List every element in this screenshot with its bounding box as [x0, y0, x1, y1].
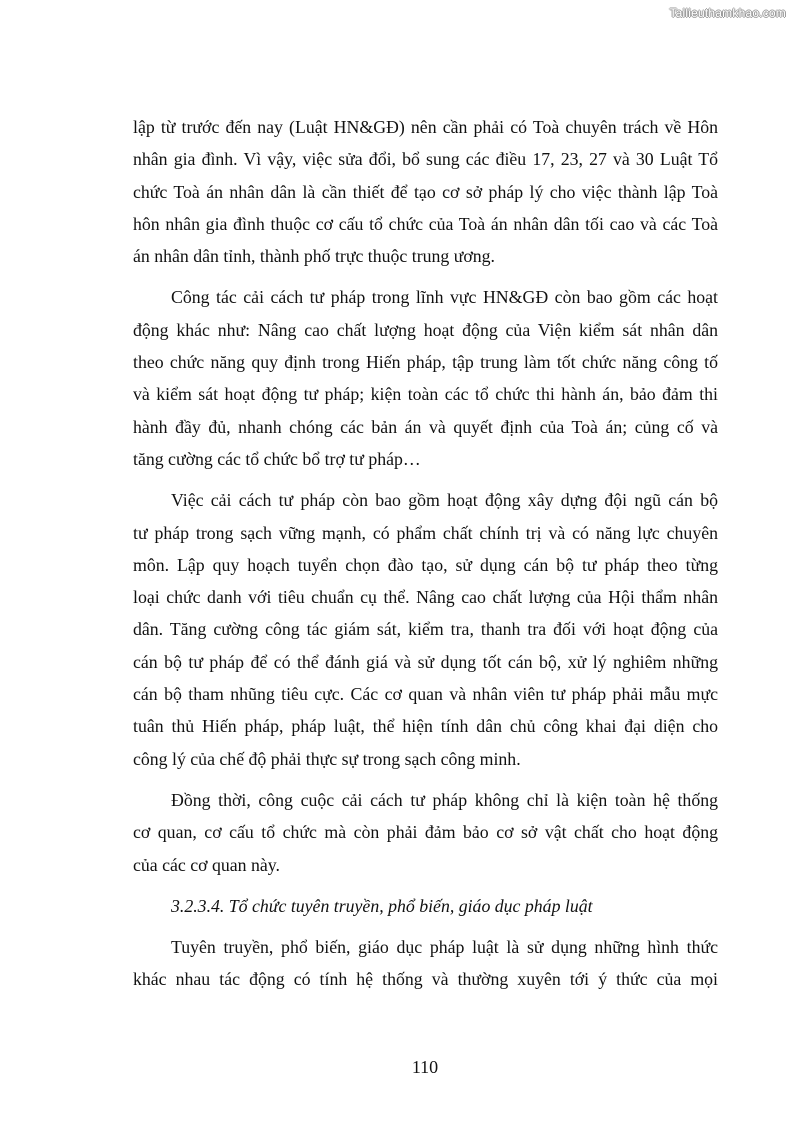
text-line: Tuyên truyền, phổ biến, giáo dục pháp luật là sử dụng những hình thức	[171, 937, 718, 958]
text-line: loại chức danh với tiêu chuẩn cụ thể. Nâng cao chất lượng của Hội thẩm nhân	[133, 587, 718, 608]
page-number: 110	[411, 1057, 439, 1077]
paragraph-3	[133, 484, 718, 775]
text-line: tư pháp trong sạch vững mạnh, có phẩm chất chính trị và có năng lực chuyên	[133, 522, 718, 543]
text-line: môn. Lập quy hoạch tuyển chọn đào tạo, sử dụng cán bộ tư pháp theo từng	[133, 554, 718, 575]
paragraph-2	[133, 281, 718, 475]
text-line: tăng cường các tổ chức bổ trợ tư pháp…	[133, 448, 421, 469]
paragraph-5	[133, 931, 718, 996]
text-line: cán bộ tham nhũng tiêu cực. Các cơ quan và nhân viên tư pháp phải mẫu mực	[133, 684, 718, 705]
text-line: Công tác cải cách tư pháp trong lĩnh vực HN&GĐ còn bao gồm các hoạt	[171, 287, 718, 308]
text-line: của các cơ quan này.	[133, 854, 280, 875]
text-line: và kiểm sát hoạt động tư pháp; kiện toàn các tổ chức thi hành án, bảo đảm thi	[133, 384, 718, 405]
text-line: án nhân dân tỉnh, thành phố trực thuộc trung ương.	[133, 246, 496, 267]
text-line: công lý của chế độ phải thực sự trong sạch công minh.	[133, 748, 521, 769]
text-line: động khác như: Nâng cao chất lượng hoạt động của Viện kiểm sát nhân dân	[133, 319, 718, 340]
watermark: Tailieuthamkhao.com	[669, 6, 786, 20]
text-line: dân. Tăng cường công tác giám sát, kiểm tra, thanh tra đối với hoạt động của	[133, 619, 718, 640]
document-body	[133, 111, 718, 996]
text-line: hôn nhân gia đình thuộc cơ cấu tổ chức của Toà án nhân dân tối cao và các Toà	[133, 213, 718, 234]
text-line: cơ quan, cơ cấu tổ chức mà còn phải đảm bảo cơ sở vật chất cho hoạt động	[133, 822, 718, 843]
text-line: theo chức năng quy định trong Hiến pháp, tập trung làm tốt chức năng công tố	[133, 352, 718, 373]
text-line: hành đầy đủ, nhanh chóng các bản án và quyết định của Toà án; củng cố và	[133, 416, 718, 437]
section-heading: 3.2.3.4. Tổ chức tuyên truyền, phổ biến, giáo dục pháp luật	[171, 895, 593, 916]
text-line: Việc cải cách tư pháp còn bao gồm hoạt động xây dựng đội ngũ cán bộ	[171, 490, 718, 511]
text-line: nhân gia đình. Vì vậy, việc sửa đổi, bổ sung các điều 17, 23, 27 và 30 Luật Tổ	[133, 149, 718, 170]
text-line: chức Toà án nhân dân là cần thiết để tạo cơ sở pháp lý cho việc thành lập Toà	[133, 181, 718, 202]
paragraph-1	[133, 111, 718, 272]
paragraph-4	[133, 784, 718, 881]
text-line: tuân thủ Hiến pháp, pháp luật, thể hiện tính dân chủ công khai đại diện cho	[133, 716, 718, 737]
text-line: Đồng thời, công cuộc cải cách tư pháp không chỉ là kiện toàn hệ thống	[171, 789, 718, 810]
text-line: khác nhau tác động có tính hệ thống và thường xuyên tới ý thức của mọi	[133, 969, 718, 990]
text-line: cán bộ tư pháp để có thể đánh giá và sử dụng tốt cán bộ, xử lý nghiêm những	[133, 651, 718, 672]
text-line: lập từ trước đến nay (Luật HN&GĐ) nên cần phải có Toà chuyên trách về Hôn	[133, 117, 718, 137]
